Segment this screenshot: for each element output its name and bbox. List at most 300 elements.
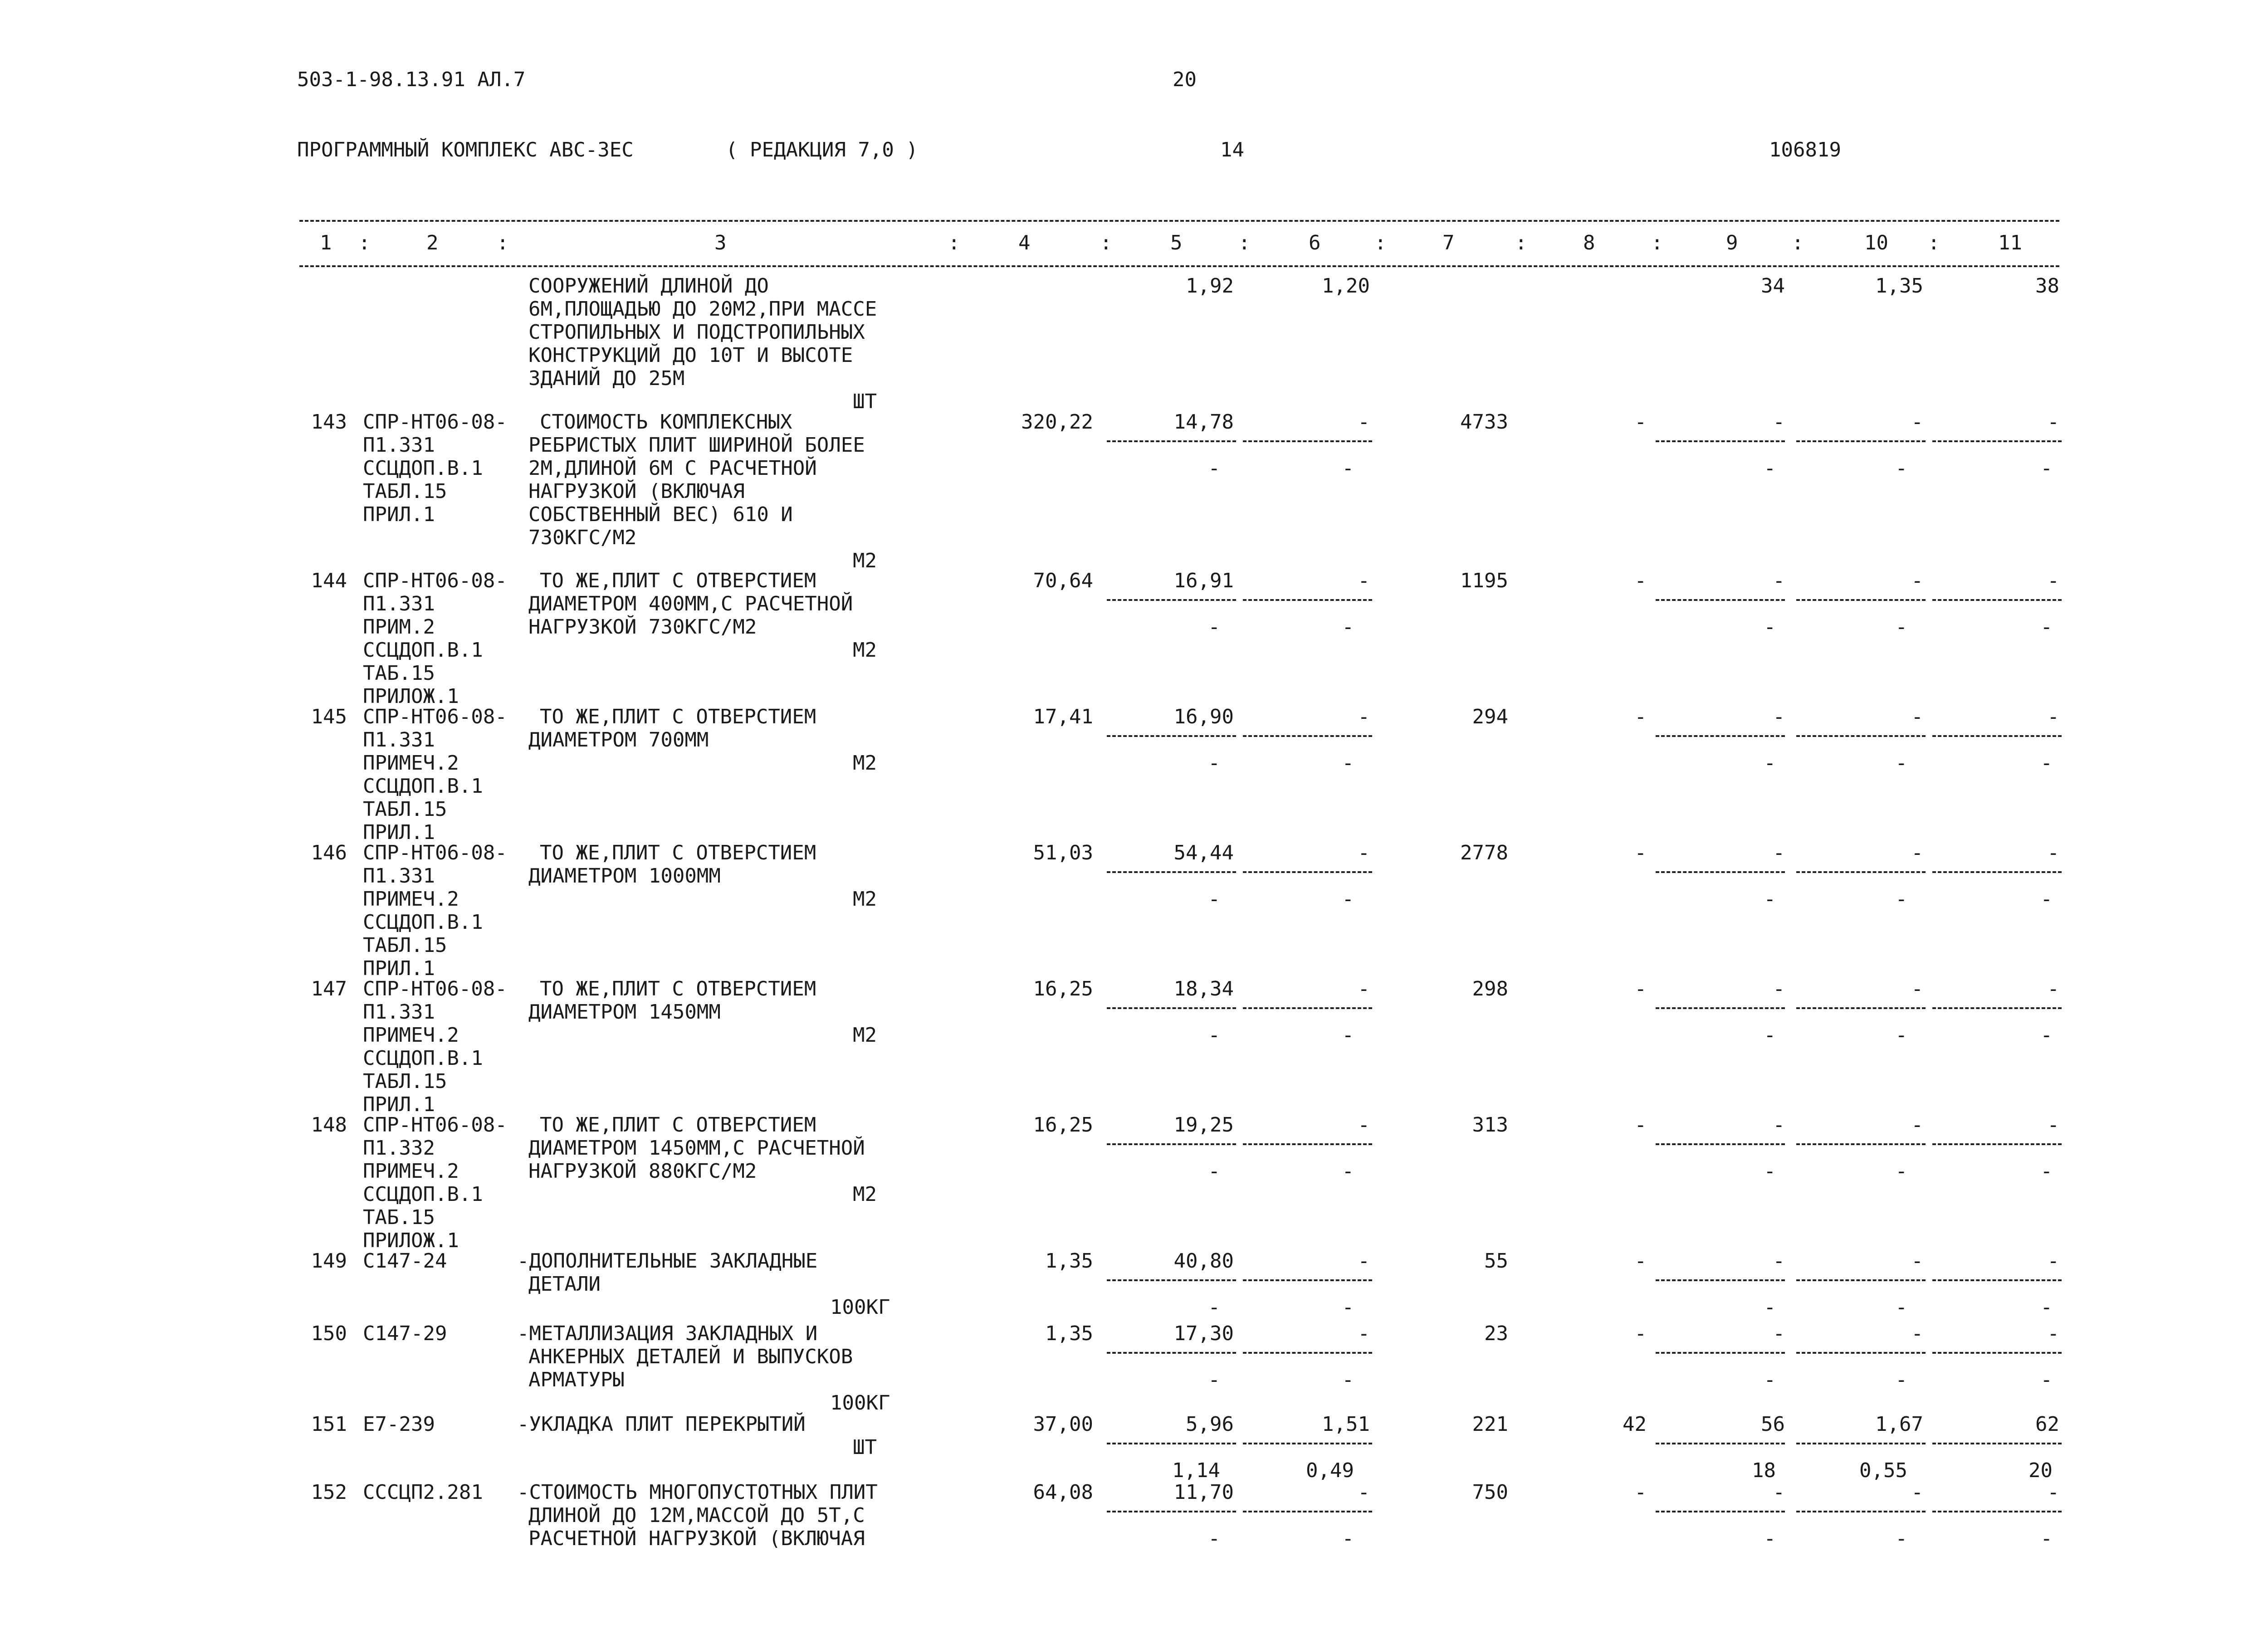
cell-col-4: 51,03 xyxy=(1033,841,1093,864)
row-code-line: ПРИМЕЧ.2 xyxy=(363,888,459,911)
cell-col-10: - xyxy=(1911,569,1923,592)
subcell-col-10: - xyxy=(1895,888,1907,911)
row-code-line: П1.332 xyxy=(363,1137,435,1160)
cell-col-9: - xyxy=(1773,569,1785,592)
subcell-col-6: - xyxy=(1342,1296,1354,1319)
subtotal-rule xyxy=(1243,1443,1372,1444)
column-separator: : xyxy=(1651,231,1663,254)
row-code-line: ССЦДОП.В.1 xyxy=(363,911,483,934)
subtotal-rule xyxy=(1796,1279,1926,1281)
row-description-line: ТО ЖЕ,ПЛИТ С ОТВЕРСТИЕМ xyxy=(540,977,816,1000)
cell-col-11: - xyxy=(2047,841,2059,864)
cell-col-10: - xyxy=(1911,410,1923,434)
subtotal-rule xyxy=(1656,1279,1785,1281)
row-code-line: ССЦДОП.В.1 xyxy=(363,775,483,798)
cell-col-11: - xyxy=(2047,1113,2059,1137)
row-code-line: СПР-НТ06-08- xyxy=(363,410,507,434)
row-description-line: НАГРУЗКОЙ 880КГС/М2 xyxy=(528,1160,757,1183)
subcell-col-5: - xyxy=(1208,751,1220,775)
cell-col-7: 55 xyxy=(1484,1249,1508,1273)
cell-col-7: 4733 xyxy=(1460,410,1508,434)
subtotal-rule xyxy=(1796,1007,1926,1009)
cell-col-10: - xyxy=(1911,1113,1923,1137)
cell-col-4: 320,22 xyxy=(1021,410,1093,434)
row-description-line: НАГРУЗКОЙ 730КГС/М2 xyxy=(528,615,757,639)
subcell-col-6: - xyxy=(1342,1368,1354,1391)
subtotal-rule xyxy=(1932,599,2062,601)
row-number: 152 xyxy=(311,1481,347,1504)
cell-col-9: - xyxy=(1773,705,1785,728)
subcell-col-10: - xyxy=(1895,1527,1907,1550)
subcell-col-11: - xyxy=(2040,1296,2053,1319)
row-description-line: ТО ЖЕ,ПЛИТ С ОТВЕРСТИЕМ xyxy=(540,1113,816,1137)
cell-col-9: - xyxy=(1773,977,1785,1000)
subtotal-rule xyxy=(1243,440,1372,442)
cell-col-9: - xyxy=(1773,1322,1785,1345)
row-description-line: СТРОПИЛЬНЫХ И ПОДСТРОПИЛЬНЫХ xyxy=(528,321,865,344)
cell-col-11: - xyxy=(2047,569,2059,592)
row-description-line: НАГРУЗКОЙ (ВКЛЮЧАЯ xyxy=(528,480,745,503)
subtotal-rule xyxy=(1932,1279,2062,1281)
subtotal-rule xyxy=(1107,599,1236,601)
cell-col-6: - xyxy=(1358,1322,1370,1345)
subcell-col-9: - xyxy=(1764,888,1776,911)
subcell-col-9: - xyxy=(1764,1368,1776,1391)
subtotal-rule xyxy=(1107,1443,1236,1444)
subcell-col-6: 0,49 xyxy=(1306,1459,1354,1482)
cell-col-4: 1,35 xyxy=(1045,1249,1093,1273)
row-description-line: 730КГС/М2 xyxy=(528,526,637,549)
subtotal-rule xyxy=(1656,1007,1785,1009)
cell-col-11: 38 xyxy=(2035,274,2059,298)
row-code-line: П1.331 xyxy=(363,592,435,615)
row-unit: 100КГ xyxy=(830,1296,890,1319)
column-separator: : xyxy=(1238,231,1251,254)
subcell-col-11: 20 xyxy=(2028,1459,2053,1482)
subtotal-rule xyxy=(1656,1352,1785,1354)
header-top-rule xyxy=(299,220,2059,222)
subcell-col-5: - xyxy=(1208,1368,1220,1391)
row-unit: М2 xyxy=(853,639,877,662)
subtotal-rule xyxy=(1243,735,1372,737)
row-number: 146 xyxy=(311,841,347,864)
cell-col-6: 1,20 xyxy=(1322,274,1370,298)
cell-col-7: 313 xyxy=(1472,1113,1508,1137)
subtotal-rule xyxy=(1107,440,1236,442)
subtotal-rule xyxy=(1796,871,1926,873)
row-code-line: П1.331 xyxy=(363,728,435,751)
column-header-8: 8 xyxy=(1583,231,1595,254)
row-code-line: ТАБЛ.15 xyxy=(363,934,447,957)
cell-col-9: - xyxy=(1773,841,1785,864)
subtotal-rule xyxy=(1107,1143,1236,1145)
row-description-line: ТО ЖЕ,ПЛИТ С ОТВЕРСТИЕМ xyxy=(540,841,816,864)
row-unit: М2 xyxy=(853,549,877,572)
subtotal-rule xyxy=(1932,735,2062,737)
subcell-col-11: - xyxy=(2040,888,2053,911)
row-description-line: -ДОПОЛНИТЕЛЬНЫЕ ЗАКЛАДНЫЕ xyxy=(517,1249,818,1273)
column-separator: : xyxy=(1515,231,1527,254)
cell-col-4: 17,41 xyxy=(1033,705,1093,728)
row-unit: ШТ xyxy=(853,1436,877,1459)
cell-col-11: - xyxy=(2047,977,2059,1000)
subtotal-rule xyxy=(1796,1352,1926,1354)
row-description-line: 2М,ДЛИНОЙ 6М С РАСЧЕТНОЙ xyxy=(528,457,817,480)
row-code-line: ССЦДОП.В.1 xyxy=(363,1047,483,1070)
doc-code: 503-1-98.13.91 АЛ.7 xyxy=(297,68,526,91)
cell-col-7: 750 xyxy=(1472,1481,1508,1504)
row-description-line: РЕБРИСТЫХ ПЛИТ ШИРИНОЙ БОЛЕЕ xyxy=(528,434,865,457)
row-description-line: ДИАМЕТРОМ 1450ММ,С РАСЧЕТНОЙ xyxy=(528,1137,865,1160)
row-description-line: ТО ЖЕ,ПЛИТ С ОТВЕРСТИЕМ xyxy=(540,705,816,728)
cell-col-11: - xyxy=(2047,1322,2059,1345)
subtotal-rule xyxy=(1107,735,1236,737)
subcell-col-9: - xyxy=(1764,1160,1776,1183)
row-unit: 100КГ xyxy=(830,1391,890,1415)
cell-col-6: - xyxy=(1358,1481,1370,1504)
edition: ( РЕДАКЦИЯ 7,0 ) xyxy=(726,138,918,161)
subtotal-rule xyxy=(1107,1279,1236,1281)
row-number: 145 xyxy=(311,705,347,728)
row-code-line: Е7-239 xyxy=(363,1413,435,1436)
cell-col-6: - xyxy=(1358,410,1370,434)
cell-col-11: - xyxy=(2047,1481,2059,1504)
subcell-col-10: - xyxy=(1895,1160,1907,1183)
row-code-line: П1.331 xyxy=(363,1000,435,1024)
row-code-line: ПРИЛ.1 xyxy=(363,821,435,844)
cell-col-7: 294 xyxy=(1472,705,1508,728)
row-code-line: ПРИЛ.1 xyxy=(363,957,435,980)
row-unit: М2 xyxy=(853,888,877,911)
cell-col-10: - xyxy=(1911,705,1923,728)
cell-col-11: - xyxy=(2047,410,2059,434)
row-code-line: СПР-НТ06-08- xyxy=(363,569,507,592)
row-code-line: П1.331 xyxy=(363,434,435,457)
cell-col-8: - xyxy=(1634,1249,1647,1273)
row-description-line: ДЛИНОЙ ДО 12М,МАССОЙ ДО 5Т,С xyxy=(528,1504,865,1527)
page-number: 20 xyxy=(1173,68,1197,91)
subcell-col-9: - xyxy=(1764,751,1776,775)
subtotal-rule xyxy=(1656,1511,1785,1512)
subtotal-rule xyxy=(1932,1443,2062,1444)
row-description-line: ДЕТАЛИ xyxy=(528,1273,601,1296)
subcell-col-11: - xyxy=(2040,1160,2053,1183)
cell-col-10: - xyxy=(1911,1481,1923,1504)
subtotal-rule xyxy=(1796,599,1926,601)
row-unit: М2 xyxy=(853,751,877,775)
document-code: 106819 xyxy=(1769,138,1841,161)
cell-col-6: - xyxy=(1358,1249,1370,1273)
column-separator: : xyxy=(1374,231,1387,254)
column-header-1: 1 xyxy=(320,231,332,254)
row-unit: М2 xyxy=(853,1024,877,1047)
subcell-col-10: - xyxy=(1895,1368,1907,1391)
cell-col-5: 40,80 xyxy=(1173,1249,1234,1273)
subtotal-rule xyxy=(1656,871,1785,873)
subtotal-rule xyxy=(1656,1443,1785,1444)
cell-col-5: 16,91 xyxy=(1173,569,1234,592)
subtotal-rule xyxy=(1243,1143,1372,1145)
row-code-line: ТАБЛ.15 xyxy=(363,798,447,821)
column-separator: : xyxy=(497,231,509,254)
subtotal-rule xyxy=(1243,1007,1372,1009)
subtotal-rule xyxy=(1107,1352,1236,1354)
subcell-col-5: - xyxy=(1208,457,1220,480)
row-code-line: С147-29 xyxy=(363,1322,447,1345)
subcell-col-11: - xyxy=(2040,457,2053,480)
row-number: 150 xyxy=(311,1322,347,1345)
row-number: 144 xyxy=(311,569,347,592)
cell-col-5: 17,30 xyxy=(1173,1322,1234,1345)
subtotal-rule xyxy=(1796,1511,1926,1512)
cell-col-5: 54,44 xyxy=(1173,841,1234,864)
cell-col-10: - xyxy=(1911,1322,1923,1345)
cell-col-9: - xyxy=(1773,410,1785,434)
subtotal-rule xyxy=(1243,599,1372,601)
row-code-line: ПРИЛОЖ.1 xyxy=(363,1229,459,1252)
cell-col-9: - xyxy=(1773,1481,1785,1504)
row-code-line: ССЦДОП.В.1 xyxy=(363,1183,483,1206)
cell-col-8: - xyxy=(1634,841,1647,864)
cell-col-5: 1,92 xyxy=(1186,274,1234,298)
row-number: 143 xyxy=(311,410,347,434)
row-description-line: -СТОИМОСТЬ МНОГОПУСТОТНЫХ ПЛИТ xyxy=(517,1481,878,1504)
cell-col-4: 37,00 xyxy=(1033,1413,1093,1436)
subtotal-rule xyxy=(1796,440,1926,442)
row-code-line: ПРИМЕЧ.2 xyxy=(363,1160,459,1183)
subcell-col-6: - xyxy=(1342,1160,1354,1183)
subcell-col-11: - xyxy=(2040,751,2053,775)
subtotal-rule xyxy=(1656,440,1785,442)
subcell-col-10: - xyxy=(1895,1024,1907,1047)
subcell-col-5: - xyxy=(1208,1296,1220,1319)
row-code-line: ПРИЛ.1 xyxy=(363,503,435,526)
column-separator: : xyxy=(1928,231,1940,254)
subcell-col-9: - xyxy=(1764,457,1776,480)
cell-col-7: 221 xyxy=(1472,1413,1508,1436)
cell-col-5: 11,70 xyxy=(1173,1481,1234,1504)
cell-col-6: - xyxy=(1358,705,1370,728)
subcell-col-10: - xyxy=(1895,457,1907,480)
subcell-col-10: - xyxy=(1895,1296,1907,1319)
column-header-4: 4 xyxy=(1018,231,1031,254)
subcell-col-5: - xyxy=(1208,888,1220,911)
subcell-col-6: - xyxy=(1342,888,1354,911)
subcell-col-6: - xyxy=(1342,751,1354,775)
cell-col-5: 18,34 xyxy=(1173,977,1234,1000)
cell-col-10: - xyxy=(1911,977,1923,1000)
subcell-col-9: 18 xyxy=(1752,1459,1776,1482)
subtotal-rule xyxy=(1932,1007,2062,1009)
row-description-line: ЗДАНИЙ ДО 25М xyxy=(528,367,685,390)
cell-col-7: 2778 xyxy=(1460,841,1508,864)
subcell-col-9: - xyxy=(1764,1527,1776,1550)
row-number: 147 xyxy=(311,977,347,1000)
row-code-line: ТАБ.15 xyxy=(363,1206,435,1229)
subcell-col-10: - xyxy=(1895,615,1907,639)
subcell-col-6: - xyxy=(1342,457,1354,480)
cell-col-11: 62 xyxy=(2035,1413,2059,1436)
subtotal-rule xyxy=(1796,1143,1926,1145)
subcell-col-6: - xyxy=(1342,1024,1354,1047)
cell-col-7: 298 xyxy=(1472,977,1508,1000)
header-bottom-rule xyxy=(299,265,2059,267)
subtotal-rule xyxy=(1243,871,1372,873)
cell-col-9: - xyxy=(1773,1249,1785,1273)
cell-col-6: - xyxy=(1358,841,1370,864)
subtotal-rule xyxy=(1656,599,1785,601)
cell-col-11: - xyxy=(2047,705,2059,728)
cell-col-5: 19,25 xyxy=(1173,1113,1234,1137)
cell-col-6: 1,51 xyxy=(1322,1413,1370,1436)
row-code-line: ПРИМЕЧ.2 xyxy=(363,1024,459,1047)
row-unit: М2 xyxy=(853,1183,877,1206)
subcell-col-10: 0,55 xyxy=(1859,1459,1907,1482)
row-code-line: С147-24 xyxy=(363,1249,447,1273)
row-code-line: ССЦДОП.В.1 xyxy=(363,639,483,662)
cell-col-4: 1,35 xyxy=(1045,1322,1093,1345)
cell-col-5: 16,90 xyxy=(1173,705,1234,728)
subtotal-rule xyxy=(1932,871,2062,873)
row-code-line: П1.331 xyxy=(363,864,435,888)
column-separator: : xyxy=(1100,231,1112,254)
row-code-line: ССЦДОП.В.1 xyxy=(363,457,483,480)
row-description-line: -МЕТАЛЛИЗАЦИЯ ЗАКЛАДНЫХ И xyxy=(517,1322,818,1345)
cell-col-6: - xyxy=(1358,1113,1370,1137)
row-description-line: -УКЛАДКА ПЛИТ ПЕРЕКРЫТИЙ xyxy=(517,1413,806,1436)
subcell-col-11: - xyxy=(2040,1368,2053,1391)
column-separator: : xyxy=(358,231,371,254)
subtotal-rule xyxy=(1243,1279,1372,1281)
subcell-col-5: 1,14 xyxy=(1172,1459,1220,1482)
row-description-line: РАСЧЕТНОЙ НАГРУЗКОЙ (ВКЛЮЧАЯ xyxy=(528,1527,865,1550)
cell-col-8: - xyxy=(1634,410,1647,434)
cell-col-10: - xyxy=(1911,1249,1923,1273)
subtotal-rule xyxy=(1107,871,1236,873)
cell-col-9: - xyxy=(1773,1113,1785,1137)
subcell-col-11: - xyxy=(2040,615,2053,639)
column-separator: : xyxy=(1792,231,1804,254)
subtotal-rule xyxy=(1656,735,1785,737)
cell-col-5: 5,96 xyxy=(1186,1413,1234,1436)
cell-col-6: - xyxy=(1358,977,1370,1000)
row-code-line: ПРИЛОЖ.1 xyxy=(363,685,459,708)
subtotal-rule xyxy=(1796,1443,1926,1444)
subcell-col-5: - xyxy=(1208,1527,1220,1550)
row-code-line: ТАБ.15 xyxy=(363,662,435,685)
subtotal-rule xyxy=(1107,1007,1236,1009)
cell-col-10: 1,35 xyxy=(1875,274,1923,298)
subcell-col-9: - xyxy=(1764,1024,1776,1047)
cell-col-11: - xyxy=(2047,1249,2059,1273)
row-description-line: ДИАМЕТРОМ 400ММ,С РАСЧЕТНОЙ xyxy=(528,592,853,615)
row-description-line: ТО ЖЕ,ПЛИТ С ОТВЕРСТИЕМ xyxy=(540,569,816,592)
subcell-col-11: - xyxy=(2040,1527,2053,1550)
cell-col-8: - xyxy=(1634,569,1647,592)
row-unit: ШТ xyxy=(853,390,877,413)
subtotal-rule xyxy=(1656,1143,1785,1145)
subcell-col-9: - xyxy=(1764,1296,1776,1319)
cell-col-7: 1195 xyxy=(1460,569,1508,592)
row-description-line: КОНСТРУКЦИЙ ДО 10Т И ВЫСОТЕ xyxy=(528,344,853,367)
cell-col-4: 64,08 xyxy=(1033,1481,1093,1504)
row-code-line: ТАБЛ.15 xyxy=(363,1070,447,1093)
subtotal-rule xyxy=(1796,735,1926,737)
row-code-line: СССЦП2.281 xyxy=(363,1481,483,1504)
row-number: 149 xyxy=(311,1249,347,1273)
subtotal-rule xyxy=(1932,1511,2062,1512)
row-number: 151 xyxy=(311,1413,347,1436)
cell-col-9: 56 xyxy=(1761,1413,1785,1436)
sheet-number: 14 xyxy=(1220,138,1244,161)
column-header-6: 6 xyxy=(1309,231,1321,254)
column-header-5: 5 xyxy=(1170,231,1183,254)
row-description-line: СООРУЖЕНИЙ ДЛИНОЙ ДО xyxy=(528,274,769,298)
row-code-line: СПР-НТ06-08- xyxy=(363,1113,507,1137)
row-code-line: ПРИМЕЧ.2 xyxy=(363,751,459,775)
subtotal-rule xyxy=(1932,1352,2062,1354)
subcell-col-10: - xyxy=(1895,751,1907,775)
row-code-line: ТАБЛ.15 xyxy=(363,480,447,503)
subtotal-rule xyxy=(1243,1352,1372,1354)
cell-col-8: 42 xyxy=(1623,1413,1647,1436)
cell-col-10: 1,67 xyxy=(1875,1413,1923,1436)
column-separator: : xyxy=(948,231,960,254)
subtotal-rule xyxy=(1932,440,2062,442)
cell-col-8: - xyxy=(1634,1481,1647,1504)
subcell-col-6: - xyxy=(1342,1527,1354,1550)
cell-col-10: - xyxy=(1911,841,1923,864)
column-header-3: 3 xyxy=(714,231,727,254)
cell-col-8: - xyxy=(1634,705,1647,728)
row-code-line: СПР-НТ06-08- xyxy=(363,977,507,1000)
row-description-line: ДИАМЕТРОМ 1000ММ xyxy=(528,864,721,888)
subcell-col-9: - xyxy=(1764,615,1776,639)
column-header-11: 11 xyxy=(1998,231,2022,254)
cell-col-5: 14,78 xyxy=(1173,410,1234,434)
subcell-col-11: - xyxy=(2040,1024,2053,1047)
cell-col-8: - xyxy=(1634,977,1647,1000)
row-code-line: ПРИЛ.1 xyxy=(363,1093,435,1116)
row-code-line: СПР-НТ06-08- xyxy=(363,705,507,728)
row-description-line: АНКЕРНЫХ ДЕТАЛЕЙ И ВЫПУСКОВ xyxy=(528,1345,853,1368)
row-description-line: ДИАМЕТРОМ 700ММ xyxy=(528,728,709,751)
subcell-col-5: - xyxy=(1208,1024,1220,1047)
cell-col-4: 16,25 xyxy=(1033,1113,1093,1137)
row-description-line: 6М,ПЛОЩАДЬЮ ДО 20М2,ПРИ МАССЕ xyxy=(528,298,877,321)
cell-col-8: - xyxy=(1634,1322,1647,1345)
subcell-col-5: - xyxy=(1208,1160,1220,1183)
row-code-line: СПР-НТ06-08- xyxy=(363,841,507,864)
row-code-line: ПРИМ.2 xyxy=(363,615,435,639)
cell-col-4: 70,64 xyxy=(1033,569,1093,592)
subcell-col-6: - xyxy=(1342,615,1354,639)
row-number: 148 xyxy=(311,1113,347,1137)
cell-col-9: 34 xyxy=(1761,274,1785,298)
row-description-line: ДИАМЕТРОМ 1450ММ xyxy=(528,1000,721,1024)
row-description-line: АРМАТУРЫ xyxy=(528,1368,625,1391)
cell-col-7: 23 xyxy=(1484,1322,1508,1345)
subtotal-rule xyxy=(1243,1511,1372,1512)
column-header-2: 2 xyxy=(426,231,439,254)
row-description-line: СОБСТВЕННЫЙ ВЕС) 610 И xyxy=(528,503,793,526)
program-title: ПРОГРАММНЫЙ КОМПЛЕКС АВС-3ЕС xyxy=(297,138,634,161)
column-header-7: 7 xyxy=(1442,231,1455,254)
cell-col-8: - xyxy=(1634,1113,1647,1137)
cell-col-6: - xyxy=(1358,569,1370,592)
row-description-line: СТОИМОСТЬ КОМПЛЕКСНЫХ xyxy=(540,410,792,434)
cell-col-4: 16,25 xyxy=(1033,977,1093,1000)
